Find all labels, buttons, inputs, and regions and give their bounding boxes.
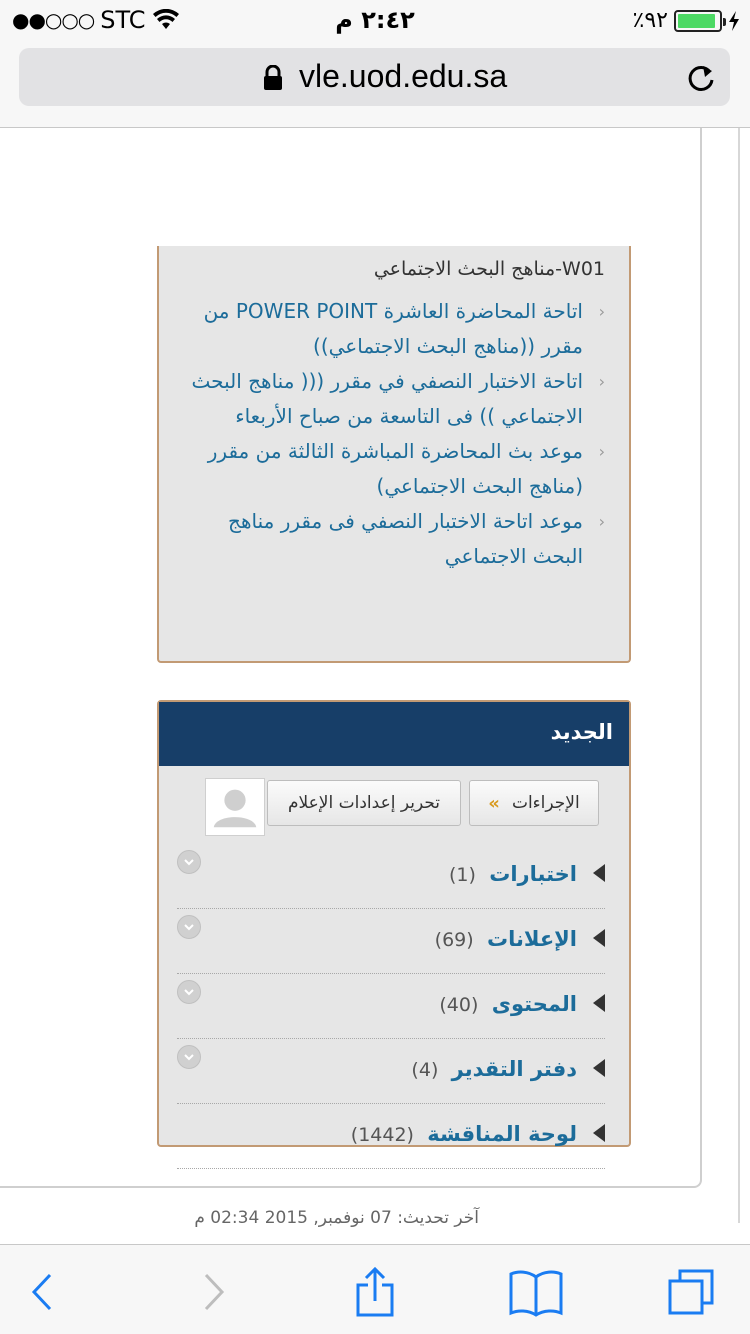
category-row-tests[interactable] — [177, 844, 605, 909]
announcement-item[interactable]: ‹ اتاحة المحاضرة العاشرة POWER POINT من مقرر ((مناهج البحث الاجتماعي)) — [185, 294, 605, 364]
page-edge — [738, 128, 740, 1223]
actions-label: الإجراءات — [511, 793, 580, 813]
triangle-left-icon — [593, 994, 605, 1012]
chevron-left-icon: ‹ — [598, 442, 605, 461]
user-silhouette-icon — [206, 779, 264, 835]
category-row-content[interactable] — [177, 974, 605, 1039]
battery-percent: ٪٩٢ — [632, 8, 668, 33]
course-title: W01-مناهج البحث الاجتماعي — [373, 258, 605, 280]
category-count: (4) — [411, 1059, 439, 1081]
category-label: اختبارات — [489, 862, 577, 886]
browser-address-area — [0, 40, 750, 128]
category-count: (1442) — [350, 1124, 414, 1146]
avatar — [205, 778, 265, 836]
back-icon[interactable] — [20, 1267, 70, 1317]
edit-notification-settings-button[interactable]: تحرير إعدادات الإعلام — [267, 780, 461, 826]
chevron-down-icon[interactable] — [177, 850, 201, 874]
chevron-down-icon[interactable] — [177, 915, 201, 939]
lock-icon — [263, 65, 283, 91]
announcements-module — [157, 246, 631, 663]
module-title: الجديد — [550, 720, 613, 744]
clock: ٢:٤٢ م — [335, 6, 415, 34]
chevron-left-icon: ‹ — [598, 302, 605, 321]
actions-button[interactable] — [469, 780, 599, 826]
reload-icon[interactable] — [686, 62, 716, 94]
category-list — [177, 844, 605, 1169]
category-label: لوحة المناقشة — [427, 1122, 577, 1146]
page-content-frame — [0, 128, 702, 1228]
whats-new-module — [157, 700, 631, 1228]
announcement-item[interactable]: ‹ موعد بث المحاضرة المباشرة الثالثة من مقرر (مناهج البحث الاجتماعي) — [185, 434, 605, 504]
category-label: المحتوى — [491, 992, 577, 1016]
announcement-item[interactable]: ‹ موعد اتاحة الاختبار النصفي فى مقرر مناهج البحث الاجتماعي — [185, 504, 605, 574]
chevron-down-icon[interactable] — [177, 980, 201, 1004]
chevron-left-icon: ‹ — [598, 512, 605, 531]
share-icon[interactable] — [350, 1267, 400, 1317]
double-chevron-down-icon: » — [488, 792, 500, 814]
category-count: (69) — [434, 929, 474, 951]
charging-bolt-icon — [728, 10, 740, 32]
category-count: (40) — [439, 994, 479, 1016]
status-bar — [0, 0, 750, 40]
category-label: الإعلانات — [487, 927, 577, 951]
triangle-left-icon — [593, 929, 605, 947]
browser-toolbar — [0, 1244, 750, 1334]
triangle-left-icon — [593, 864, 605, 882]
last-updated-text: آخر تحديث: 07 نوفمبر, 2015 02:34 م — [194, 1208, 479, 1228]
forward-icon[interactable] — [186, 1267, 236, 1317]
announcement-item[interactable]: ‹ اتاحة الاختبار النصفي في مقرر ((( مناهج البحث الاجتماعي )) فى التاسعة من صباح الأربعاء — [185, 364, 605, 434]
signal-strength-icon: ●●○○○ — [12, 8, 95, 32]
url-text: vle.uod.edu.sa — [299, 58, 508, 94]
category-count: (1) — [448, 864, 476, 886]
announcements-list — [185, 294, 605, 574]
address-bar[interactable] — [19, 48, 730, 106]
battery-icon — [674, 10, 722, 32]
battery-fill — [678, 14, 715, 28]
chevron-left-icon: ‹ — [598, 372, 605, 391]
battery-status — [633, 8, 740, 33]
carrier-name: STC — [100, 6, 146, 34]
tabs-icon[interactable] — [666, 1267, 716, 1317]
triangle-left-icon — [593, 1059, 605, 1077]
bookmarks-icon[interactable] — [508, 1267, 564, 1317]
chevron-down-icon[interactable] — [177, 1045, 201, 1069]
category-row-gradebook[interactable] — [177, 1039, 605, 1104]
category-row-discussion-board[interactable] — [177, 1104, 605, 1169]
triangle-left-icon — [593, 1124, 605, 1142]
module-header — [159, 702, 629, 766]
category-row-announcements[interactable] — [177, 909, 605, 974]
category-label: دفتر التقدير — [451, 1057, 577, 1081]
